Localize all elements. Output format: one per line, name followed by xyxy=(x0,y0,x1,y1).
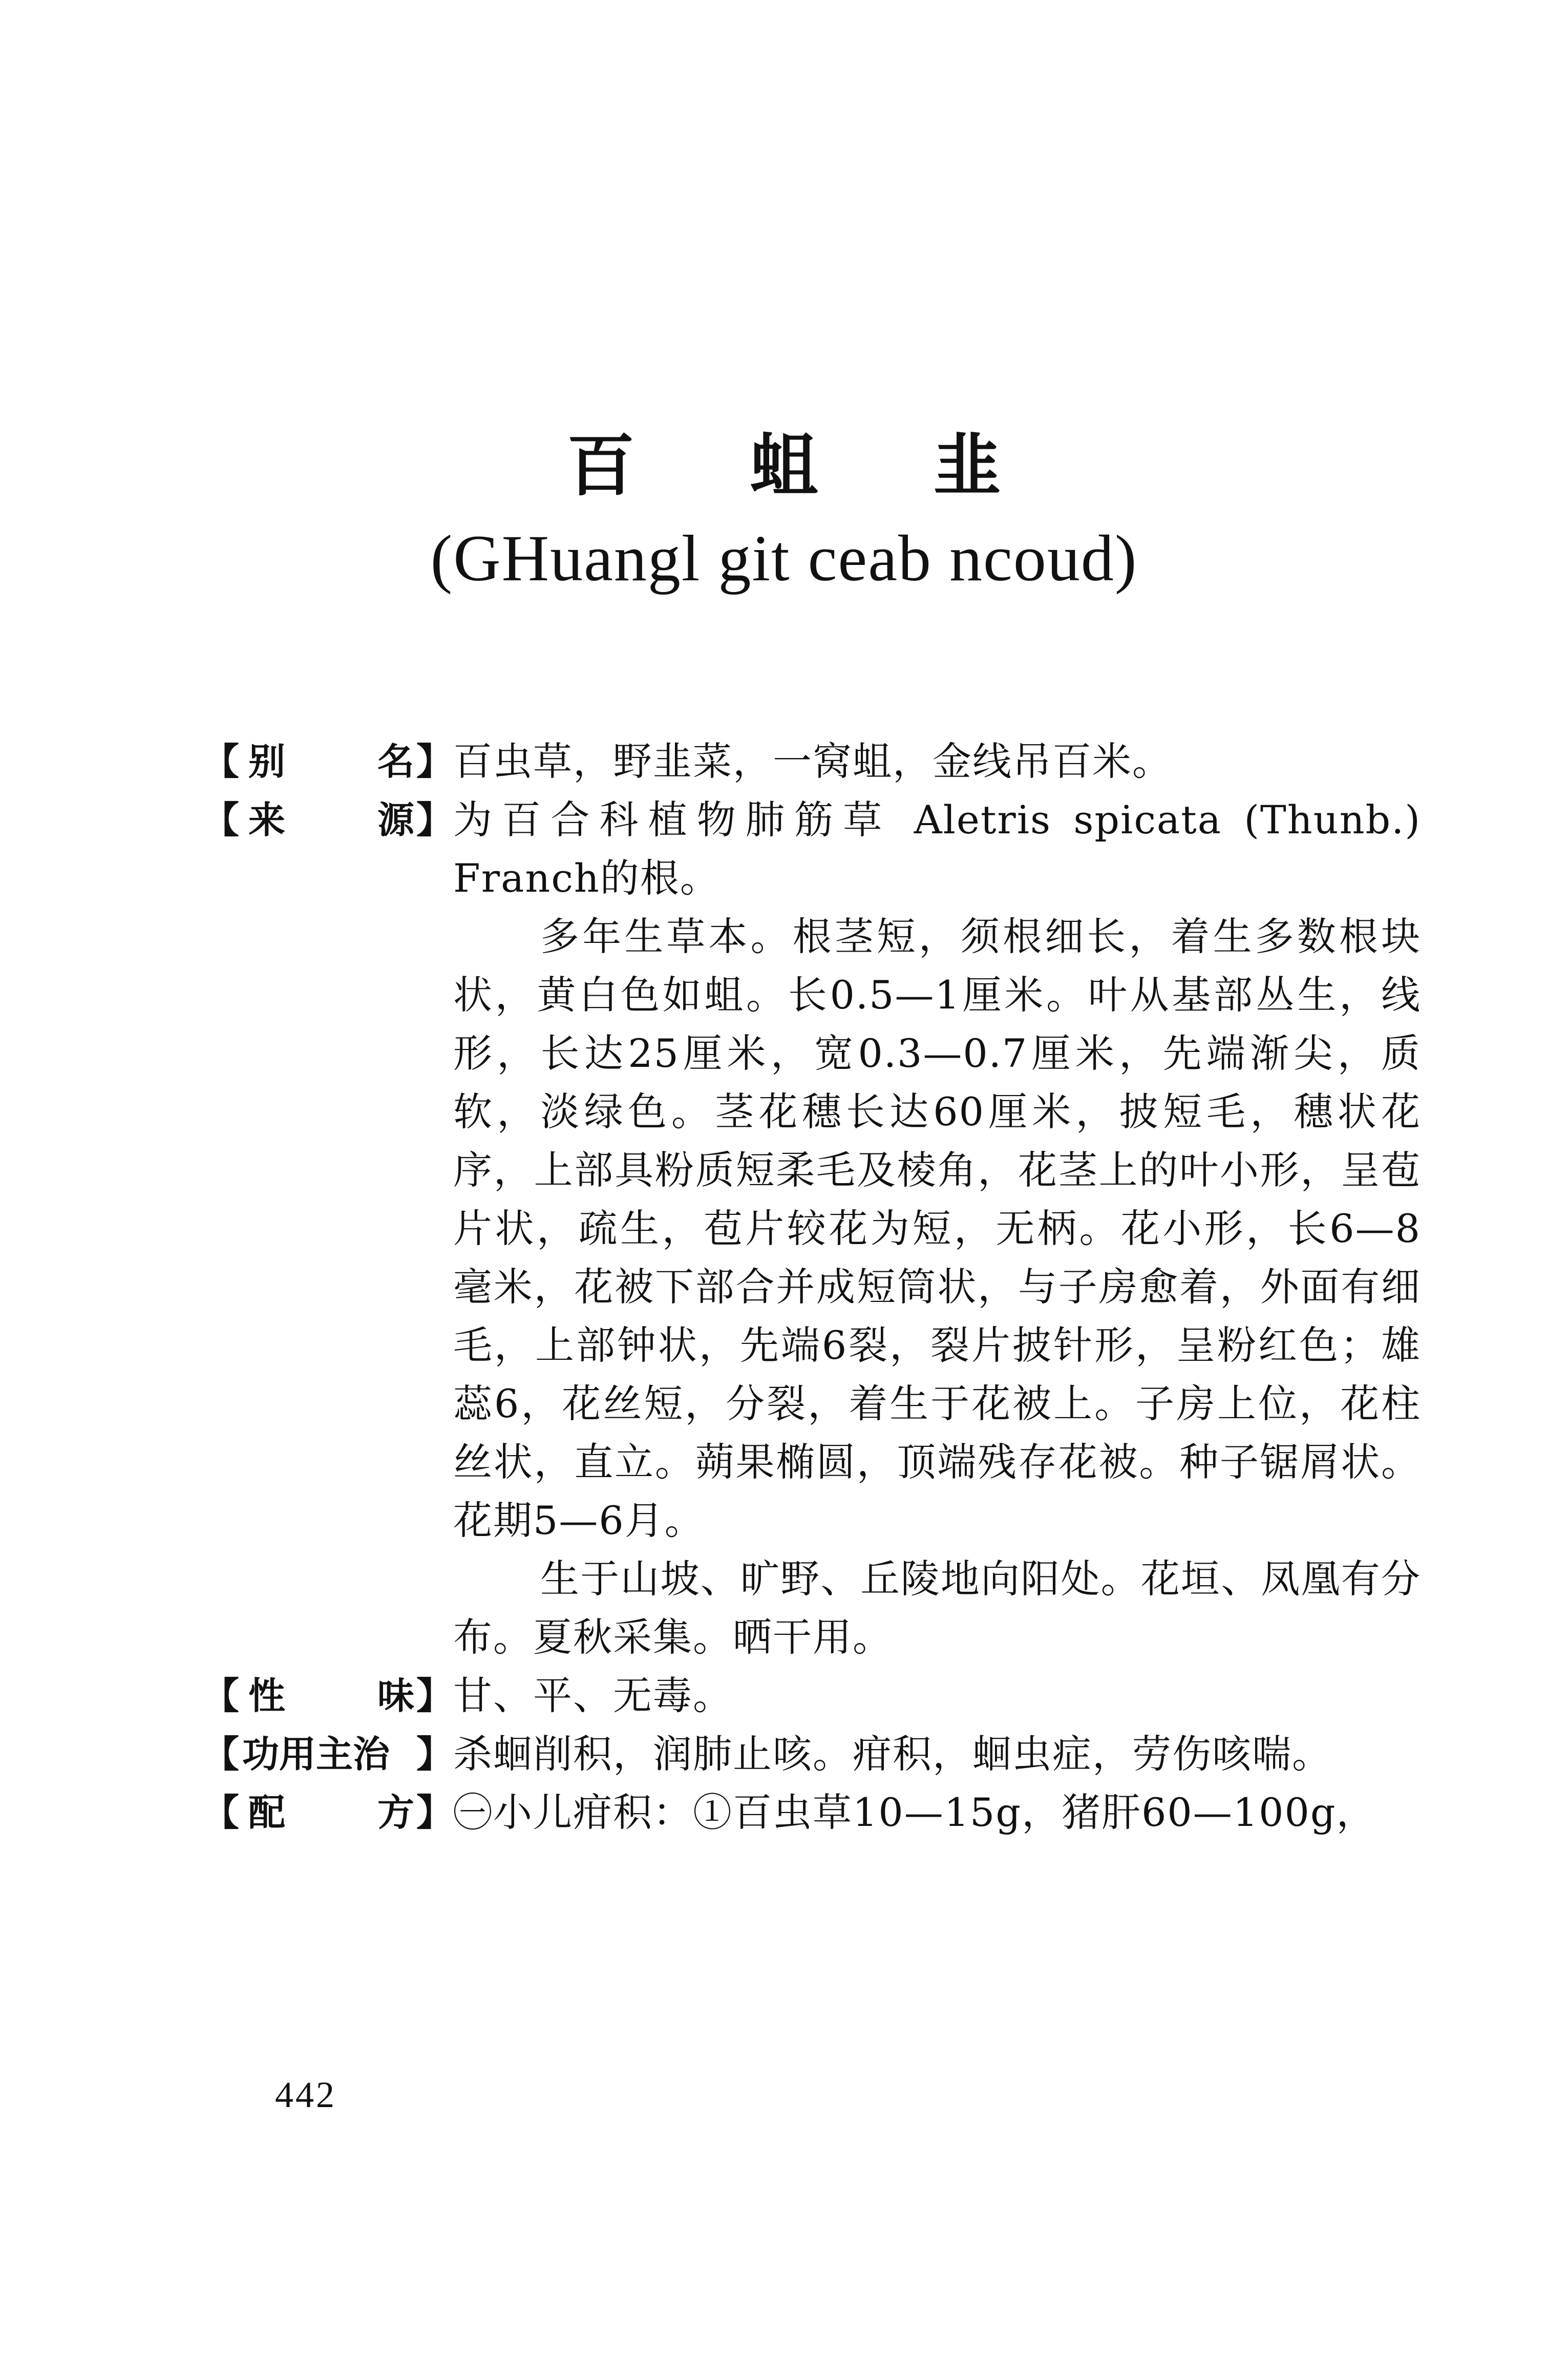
description-paragraph: 多年生草本。根茎短，须根细长，着生多数根块状，黄白色如蛆。长0.5—1厘米。叶从基部丛生，线形，长达25厘米，宽0.3—0.7厘米，先端渐尖，质软，淡绿色。茎花穗长达60厘米，披短毛，穗状花序，上部具粉质短柔毛及棱角，花茎上的叶小形，呈苞片状，疏生，苞片较花为短，无柄。花小形，长6—8毫米，花被下部合并成短筒状，与子房愈着，外面有细毛，上部钟状，先端6裂，裂片披针形，呈粉红色；雄蕊6，花丝短，分裂，着生于花被上。子房上位，花柱丝状，直立。蒴果椭圆，顶端残存花被。种子锯屑状。花期5—6月。 xyxy=(453,914,1421,1543)
entry-text: 杀蛔削积，润肺止咳。疳积，蛔虫症，劳伤咳喘。 xyxy=(453,1731,1332,1777)
label-text: 功用主治 xyxy=(242,1733,390,1776)
entry-text: 百虫草，野韭菜，一窝蛆，金线吊百米。 xyxy=(453,739,1172,784)
bracket-close: 】 xyxy=(416,1674,453,1717)
page-number: 442 xyxy=(275,2074,336,2115)
label-char: 性 xyxy=(248,1674,286,1717)
label-char: 味 xyxy=(377,1674,414,1717)
bracket-open: 【 xyxy=(202,1674,240,1717)
label-char: 方 xyxy=(377,1791,414,1834)
entry-label xyxy=(202,1725,453,1783)
label-char: 别 xyxy=(248,740,286,783)
entry-label xyxy=(202,1667,453,1725)
label-char: 来 xyxy=(248,798,286,842)
page-title: 百 蛆 韭 xyxy=(567,427,1047,506)
entry-text: 为百合科植物肺筋草 Aletris spicata (Thunb.) Franch的根。 xyxy=(453,797,1421,901)
entry-text: 甘、平、无毒。 xyxy=(453,1673,733,1718)
entry-label xyxy=(202,1783,453,1842)
bracket-close: 】 xyxy=(416,740,453,783)
bracket-open: 【 xyxy=(202,1791,240,1834)
page-subtitle-zhuang: (GHuangl git ceab ncoud) xyxy=(430,522,1138,595)
entry-prescription xyxy=(202,1783,1421,1842)
entry-function-indication xyxy=(202,1725,1421,1783)
entry-label xyxy=(202,732,453,791)
label-char: 配 xyxy=(248,1791,286,1834)
bracket-close: 】 xyxy=(416,798,453,842)
label-char: 源 xyxy=(377,798,414,842)
bracket-open: 【 xyxy=(202,798,240,842)
habitat-paragraph: 生于山坡、旷野、丘陵地向阳处。花垣、凤凰有分布。夏秋采集。晒干用。 xyxy=(453,1556,1421,1660)
entry-label xyxy=(202,791,453,849)
entry-alias xyxy=(202,732,1421,791)
bracket-close: 】 xyxy=(416,1733,453,1776)
label-char: 名 xyxy=(377,740,414,783)
entry-source xyxy=(202,791,1421,1667)
entry-nature-taste xyxy=(202,1667,1421,1725)
entry-list xyxy=(202,732,1421,1842)
entry-text: ㊀小儿疳积：①百虫草10—15g，猪肝60—100g， xyxy=(453,1790,1376,1835)
entry-body xyxy=(453,791,1421,1667)
bracket-close: 】 xyxy=(416,1791,453,1834)
bracket-open: 【 xyxy=(202,1733,240,1776)
bracket-open: 【 xyxy=(202,740,240,783)
